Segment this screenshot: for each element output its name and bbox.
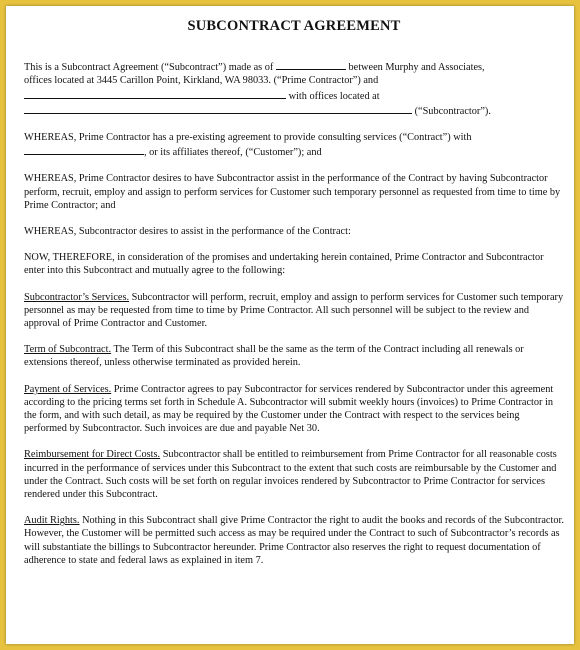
subcontractor-name-blank[interactable] xyxy=(24,88,286,99)
section-audit-rights xyxy=(24,514,564,567)
date-blank[interactable] xyxy=(276,59,346,70)
section-heading: Reimbursement for Direct Costs. xyxy=(24,449,161,461)
section-body: Subcontractor shall be entitled to reimbursement from Prime Contractor for all reasonable costs incurred in the performance of services under this Subcontract to the extent that such costs are reimbursable by the Customer and under the Contract. Such costs will be set forth on regular invoices rendered by Subcontractor to Prime Contractor for services rendered under this Subcontract. xyxy=(24,449,557,501)
whereas-paragraph-2: WHEREAS, Prime Contractor desires to have Subcontractor assist in the performance of the Contract by having Subcontractor perform, recruit, employ and assign to perform services for Customer such temporary personnel as requested from time to time by Prime Contractor; and xyxy=(24,173,561,211)
subcontractor-address-blank[interactable] xyxy=(24,103,412,114)
section-heading: Payment of Services. xyxy=(24,383,112,395)
section-term xyxy=(24,343,564,369)
document-title: SUBCONTRACT AGREEMENT xyxy=(187,18,401,34)
section-body: Nothing in this Subcontract shall give Prime Contractor the right to audit the books and records of the Subcontractor. However, the Customer will be permitted such access as may be required under the Contract to such of Subcontractor’s records as will substantiate the billings to Subcontractor hereunder. Prime Contractor also reserves the right to request documentation of adherence to state and federal laws as explained in item 7. xyxy=(24,515,564,566)
now-therefore-paragraph: NOW, THEREFORE, in consideration of the promises and undertaking herein contained, Prime Contractor and Subcontractor enter into this Subcontract and mutually agree to the following: xyxy=(24,252,544,277)
section-services xyxy=(24,291,564,331)
intro-text-1: This is a Subcontract Agreement (“Subcontract”) made as of xyxy=(24,62,276,74)
whereas-paragraph-1 xyxy=(24,131,564,159)
whereas1-text-1: WHEREAS, Prime Contractor has a pre-existing agreement to provide consulting services (“Contract”) with xyxy=(24,132,472,144)
section-heading: Audit Rights. xyxy=(24,515,80,527)
section-reimbursement xyxy=(24,448,564,501)
intro-text-3: offices located at 3445 Carillon Point, Kirkland, WA 98033. (“Prime Contractor”) and xyxy=(24,75,379,87)
section-body: Prime Contractor agrees to pay Subcontractor for services rendered by Subcontractor under this agreement according to the pricing terms set forth in Schedule A. Subcontractor will submit weekly hours (invoices) to Prime Contractor in the form, and with such detail, as may be required by the Customer under the Contract with respect to the services being performed by Subcontractor. Such invoices are due and payable Net 30. xyxy=(24,383,554,435)
document-page xyxy=(6,6,574,644)
intro-text-4: with offices located at xyxy=(288,90,380,102)
whereas-paragraph-3: WHEREAS, Subcontractor desires to assist in the performance of the Contract: xyxy=(24,226,351,238)
intro-paragraph xyxy=(24,59,564,118)
intro-text-5: (“Subcontractor”). xyxy=(414,105,491,117)
document-content xyxy=(24,20,564,580)
section-body: Subcontractor will perform, recruit, employ and assign to perform services for Customer such temporary personnel as may be requested from time to time by Prime Contractor. All such personnel will be subject to the review and approval of Prime Contractor and Customer. xyxy=(24,291,564,330)
section-payment xyxy=(24,383,564,436)
section-heading: Subcontractor’s Services. xyxy=(24,291,130,303)
intro-text-2: between Murphy and Associates, xyxy=(345,62,485,74)
section-body: The Term of this Subcontract shall be the same as the term of the Contract including all renewals or extensions thereof, unless otherwise terminated as provided herein. xyxy=(24,344,524,369)
section-heading: Term of Subcontract. xyxy=(24,344,112,356)
whereas1-text-2: , or its affiliates thereof, (“Customer”); and xyxy=(144,147,322,159)
customer-blank[interactable] xyxy=(24,144,144,155)
